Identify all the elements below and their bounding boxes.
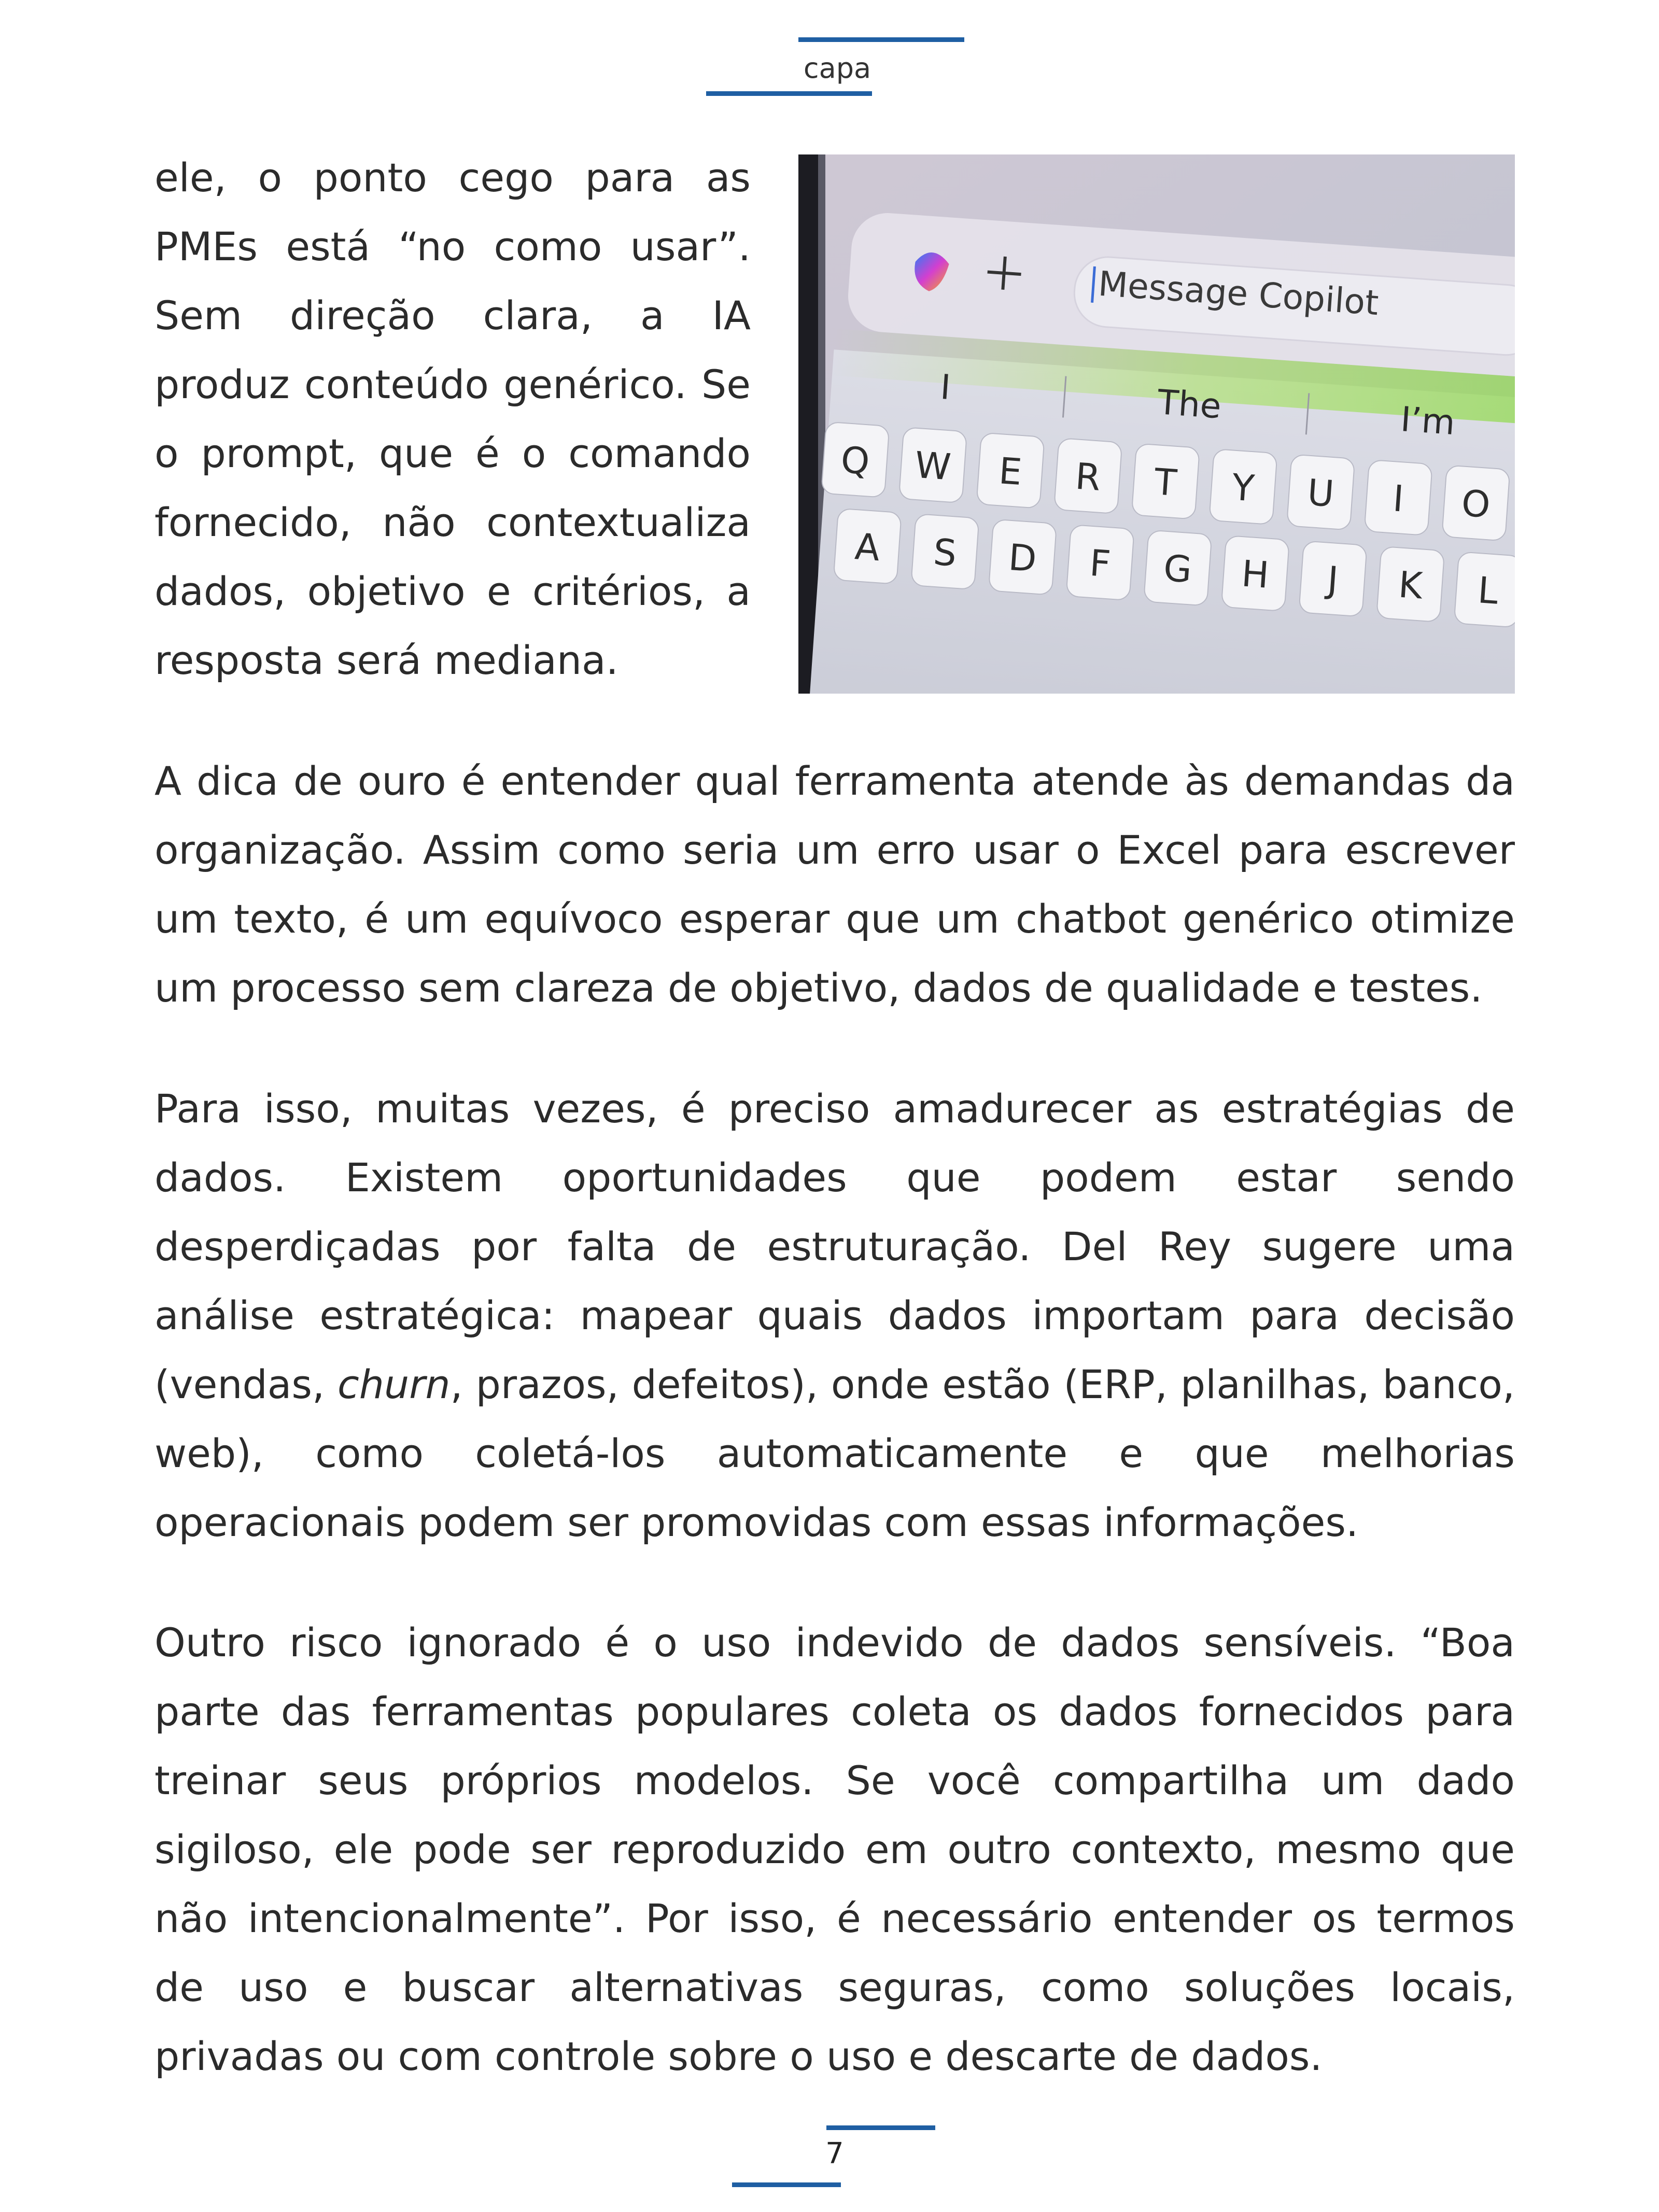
key-label: H bbox=[1240, 552, 1271, 597]
key-label: W bbox=[913, 443, 952, 489]
suggestion-2: The bbox=[1156, 382, 1223, 427]
section-label: capa bbox=[803, 52, 871, 84]
paragraph-tools: A dica de ouro é entender qual ferramenta atende às demandas da organização. Assim como seria um erro usar o Excel para escrever um texto, é um equívoco esperar que um chatbot genérico otimize um processo sem clareza de objetivo, dados de qualidade e testes. bbox=[154, 758, 1515, 1011]
suggestion-1: I bbox=[939, 367, 952, 408]
key-label: U bbox=[1306, 471, 1335, 516]
key-label: G bbox=[1162, 546, 1193, 591]
paragraph-data-strategy bbox=[154, 1074, 1515, 1557]
key-label: D bbox=[1007, 536, 1038, 581]
paragraph-sensitive-data: Outro risco ignorado é o uso indevido de dados sensíveis. “Boa parte das ferramentas populares coleta os dados fornecidos para treinar seus próprios modelos. Se você compartilha um dado sigiloso, ele pode ser reproduzido em outro contexto, mesmo que não intencionalmente”. Por isso, é necessário entender os termos de uso e buscar alternativas seguras, como soluções locais, privadas ou com controle sobre o uso e descarte de dados. bbox=[154, 1619, 1515, 2079]
key-label: K bbox=[1397, 563, 1424, 608]
key-label: Y bbox=[1230, 466, 1256, 510]
intro-paragraph: ele, o ponto cego para as PMEs está “no como usar”. Sem direção clara, a IA produz conteúdo genérico. Se o prompt, que é o comando fornecido, não contextualiza dados, objetivo e critérios, a resposta será mediana. bbox=[154, 154, 751, 683]
header-bottom-rule bbox=[706, 91, 872, 96]
key-label: F bbox=[1088, 541, 1112, 586]
photo-overlay bbox=[798, 154, 1515, 694]
key-label: R bbox=[1074, 455, 1102, 499]
key-label: A bbox=[853, 525, 881, 570]
footer-bottom-rule bbox=[732, 2182, 841, 2187]
footer-top-rule bbox=[826, 2125, 935, 2130]
copilot-keyboard-photo bbox=[798, 154, 1515, 694]
suggestion-3: I’m bbox=[1399, 399, 1457, 443]
key-label: T bbox=[1153, 460, 1178, 504]
churn-term: churn bbox=[338, 1361, 451, 1407]
key-label: J bbox=[1326, 558, 1340, 602]
key-label: O bbox=[1460, 482, 1492, 527]
header-top-rule bbox=[798, 37, 964, 42]
key-label: S bbox=[932, 530, 958, 575]
paragraph-data-strategy-part1: Para isso, muitas vezes, é preciso amadurecer as estratégias de dados. Existem oportunidades que podem estar sendo desperdiçadas por falta de estruturação. Del Rey sugere uma análise estratégica: mapear quais dados importam para decisão (vendas, bbox=[154, 1086, 1515, 1407]
page-header bbox=[0, 0, 1659, 104]
page-number: 7 bbox=[825, 2137, 844, 2171]
key-label: I bbox=[1391, 477, 1405, 520]
plus-icon bbox=[986, 256, 1022, 291]
paragraph-data-strategy-part2: , prazos, defeitos), onde estão (ERP, planilhas, banco, web), como coletá-los automaticamente e que melhorias operacionais podem ser promovidas com essas informações. bbox=[154, 1361, 1515, 1545]
key-label: Q bbox=[839, 438, 871, 483]
intro-column bbox=[154, 143, 751, 695]
key-label: E bbox=[997, 449, 1023, 494]
key-label: L bbox=[1476, 569, 1500, 613]
copilot-logo-icon bbox=[913, 251, 950, 292]
message-input-placeholder: Message Copilot bbox=[1096, 263, 1380, 323]
